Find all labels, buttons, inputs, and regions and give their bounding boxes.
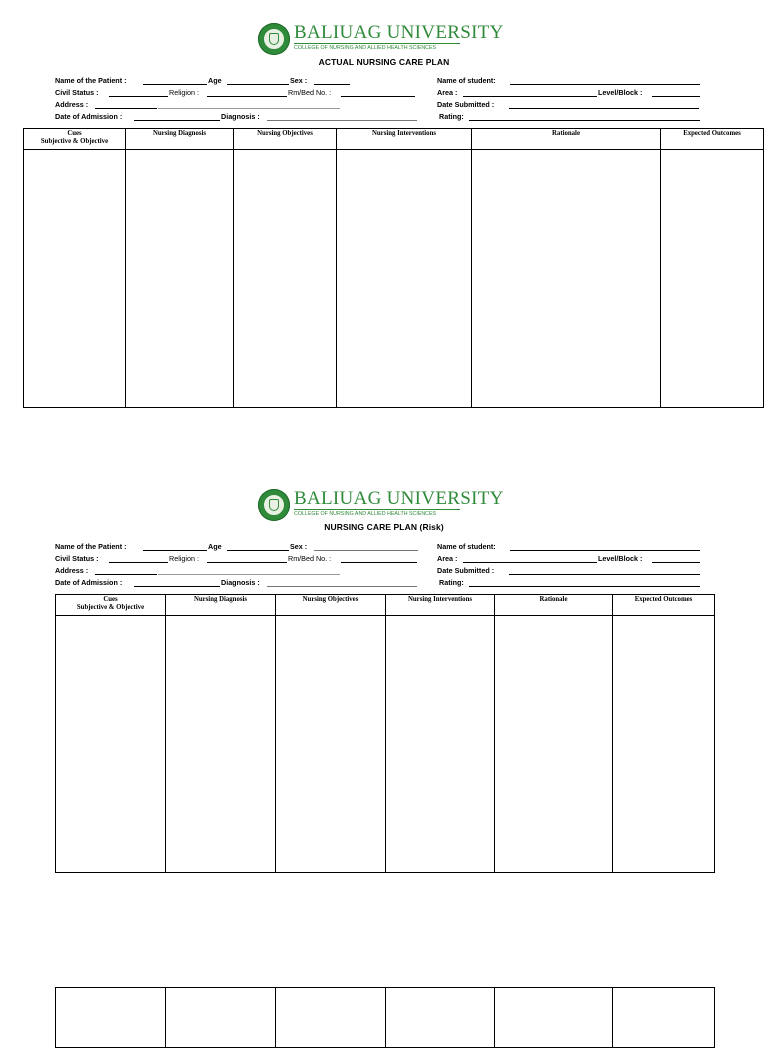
- rm-bed-label: Rm/Bed No. :: [288, 88, 332, 97]
- column-header-outcomes: Expected Outcomes: [613, 595, 715, 616]
- sex-label: Sex :: [290, 542, 308, 551]
- university-name: BALIUAG UNIVERSITY: [294, 488, 504, 509]
- sex-label: Sex :: [290, 76, 308, 85]
- university-logo: [258, 489, 504, 521]
- student-name-label: Name of student:: [437, 76, 496, 85]
- date-submitted-field[interactable]: [509, 108, 699, 109]
- religion-label: Religion :: [169, 554, 199, 563]
- objectives-cell[interactable]: [234, 150, 337, 408]
- diagnosis-cell[interactable]: [126, 150, 234, 408]
- student-name-field[interactable]: [510, 550, 700, 551]
- objectives-cell[interactable]: [276, 988, 386, 1048]
- university-seal-icon: [258, 23, 290, 55]
- area-field[interactable]: [463, 562, 597, 563]
- student-name-label: Name of student:: [437, 542, 496, 551]
- diagnosis-cell[interactable]: [166, 988, 276, 1048]
- civil-status-field[interactable]: [109, 562, 168, 563]
- patient-name-label: Name of the Patient :: [55, 76, 127, 85]
- outcomes-cell[interactable]: [661, 150, 764, 408]
- column-header-cues: Cues Subjective & Objective: [24, 129, 126, 150]
- rm-bed-field[interactable]: [341, 96, 415, 97]
- patient-name-field[interactable]: [143, 84, 207, 85]
- interventions-cell[interactable]: [337, 150, 472, 408]
- rationale-cell[interactable]: [495, 616, 613, 873]
- age-field[interactable]: [227, 84, 289, 85]
- form-title: NURSING CARE PLAN (Risk): [324, 522, 444, 532]
- cues-cell[interactable]: [56, 616, 166, 873]
- date-submitted-field[interactable]: [509, 574, 700, 575]
- outcomes-cell[interactable]: [613, 616, 715, 873]
- level-block-label: Level/Block :: [598, 554, 643, 563]
- care-plan-table: [23, 128, 764, 408]
- column-header-rationale: Rationale: [472, 129, 661, 150]
- outcomes-cell[interactable]: [613, 988, 715, 1048]
- date-admission-label: Date of Admission :: [55, 578, 123, 587]
- sex-field[interactable]: [314, 550, 418, 551]
- column-header-objectives: Nursing Objectives: [276, 595, 386, 616]
- address-field[interactable]: [95, 574, 157, 575]
- date-submitted-label: Date Submitted :: [437, 566, 495, 575]
- rating-field[interactable]: [469, 586, 700, 587]
- address-field-extension: [158, 574, 340, 575]
- rm-bed-field[interactable]: [341, 562, 417, 563]
- column-header-diagnosis: Nursing Diagnosis: [126, 129, 234, 150]
- patient-name-label: Name of the Patient :: [55, 542, 127, 551]
- rating-field[interactable]: [469, 120, 700, 121]
- rationale-cell[interactable]: [472, 150, 661, 408]
- civil-status-label: Civil Status :: [55, 554, 99, 563]
- rationale-cell[interactable]: [495, 988, 613, 1048]
- area-label: Area :: [437, 88, 458, 97]
- diagnosis-cell[interactable]: [166, 616, 276, 873]
- care-plan-table-continued: [55, 987, 715, 1048]
- form-title: ACTUAL NURSING CARE PLAN: [318, 57, 450, 67]
- college-name: COLLEGE OF NURSING AND ALLIED HEALTH SCIENCES: [294, 509, 460, 518]
- religion-field[interactable]: [207, 96, 287, 97]
- interventions-cell[interactable]: [386, 988, 495, 1048]
- care-plan-section-actual: [0, 0, 768, 420]
- diagnosis-label: Diagnosis :: [221, 112, 260, 121]
- date-admission-label: Date of Admission :: [55, 112, 123, 121]
- column-header-objectives: Nursing Objectives: [234, 129, 337, 150]
- column-header-rationale: Rationale: [495, 595, 613, 616]
- level-block-field[interactable]: [652, 96, 700, 97]
- religion-label: Religion :: [169, 88, 199, 97]
- address-field[interactable]: [95, 108, 157, 109]
- diagnosis-label: Diagnosis :: [221, 578, 260, 587]
- column-header-cues: Cues Subjective & Objective: [56, 595, 166, 616]
- address-label: Address :: [55, 100, 89, 109]
- diagnosis-field[interactable]: [267, 586, 417, 587]
- age-field[interactable]: [227, 550, 289, 551]
- column-header-interventions: Nursing Interventions: [386, 595, 495, 616]
- column-header-diagnosis: Nursing Diagnosis: [166, 595, 276, 616]
- rating-label: Rating:: [439, 578, 464, 587]
- area-label: Area :: [437, 554, 458, 563]
- patient-name-field[interactable]: [143, 550, 207, 551]
- religion-field[interactable]: [207, 562, 287, 563]
- care-plan-table: [55, 594, 715, 873]
- university-logo: [258, 23, 504, 55]
- age-label: Age: [208, 542, 222, 551]
- rating-label: Rating:: [439, 112, 464, 121]
- university-name: BALIUAG UNIVERSITY: [294, 22, 504, 43]
- objectives-cell[interactable]: [276, 616, 386, 873]
- civil-status-field[interactable]: [109, 96, 168, 97]
- care-plan-section-risk: [0, 466, 768, 886]
- interventions-cell[interactable]: [386, 616, 495, 873]
- diagnosis-field[interactable]: [267, 120, 417, 121]
- date-admission-field[interactable]: [134, 120, 220, 121]
- cues-cell[interactable]: [24, 150, 126, 408]
- column-header-interventions: Nursing Interventions: [337, 129, 472, 150]
- sex-field[interactable]: [314, 84, 350, 85]
- student-name-field[interactable]: [510, 84, 700, 85]
- level-block-label: Level/Block :: [598, 88, 643, 97]
- address-label: Address :: [55, 566, 89, 575]
- civil-status-label: Civil Status :: [55, 88, 99, 97]
- area-field[interactable]: [463, 96, 597, 97]
- date-admission-field[interactable]: [134, 586, 220, 587]
- date-submitted-label: Date Submitted :: [437, 100, 495, 109]
- level-block-field[interactable]: [652, 562, 700, 563]
- cues-cell[interactable]: [56, 988, 166, 1048]
- rm-bed-label: Rm/Bed No. :: [288, 554, 332, 563]
- college-name: COLLEGE OF NURSING AND ALLIED HEALTH SCIENCES: [294, 43, 460, 52]
- age-label: Age: [208, 76, 222, 85]
- address-field-extension: [158, 108, 340, 109]
- column-header-outcomes: Expected Outcomes: [661, 129, 764, 150]
- university-seal-icon: [258, 489, 290, 521]
